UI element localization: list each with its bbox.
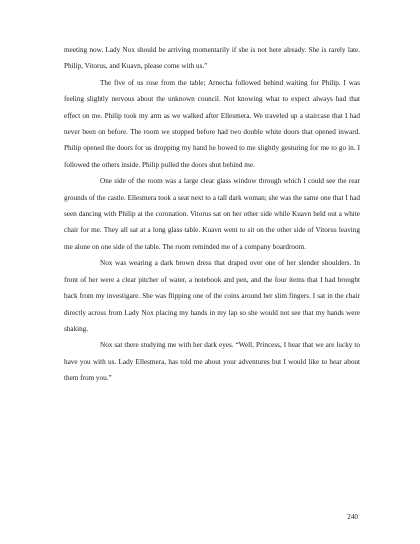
paragraph: The five of us rose from the table; Arnecha followed behind waiting for Philip. I was feeling slightly nervous about the unknown council. Not knowing what to expect always had that effect on me. Philip took my arm as we walked after Ellesmera. We traveled up a staircase that I had never been on before. The room we stopped before had two double white doors that opened inward. Philip opened the doors for us dropping my hand he bowed to me slightly gesturing for me to go in. I followed the others inside. Philip pulled the doors shut behind me. bbox=[64, 78, 360, 169]
paragraph: One side of the room was a large clear glass window through which I could see the rear grounds of the castle. Ellesmera took a seat next to a tall dark woman; she was the same one that I had seen dancing with Philip at the coronation. Vitorus sat on her other side while Kuavn held out a white chair for me. They all sat at a long glass table. Kuavn went to sit on the other side of Vitorus leaving me alone on one side of the table. The room reminded me of a company boardroom. bbox=[64, 177, 360, 251]
paragraph: meeting now. Lady Nox should be arriving momentarily if she is not here already. She is rarely late. Philip, Vitorus, and Kuavn, please come with us.” bbox=[64, 46, 360, 71]
paragraph: Nox was wearing a dark brown dress that draped over one of her slender shoulders. In front of her were a clear pitcher of water, a notebook and pen, and the four items that I had brought back from my investigare. She was flipping one of the coins around her slim fingers. I sat in the chair directly across from Lady Nox placing my hands in my lap so she would not see that my hands were shaking. bbox=[64, 259, 360, 333]
body-text bbox=[64, 42, 360, 387]
page-number: 240 bbox=[347, 513, 358, 521]
paragraph: Nox sat there studying me with her dark eyes. “Well, Princess, I hear that we are lucky to have you with us. Lady Ellesmera, has told me about your adventures but I would like to hear about them from you.” bbox=[64, 341, 360, 383]
